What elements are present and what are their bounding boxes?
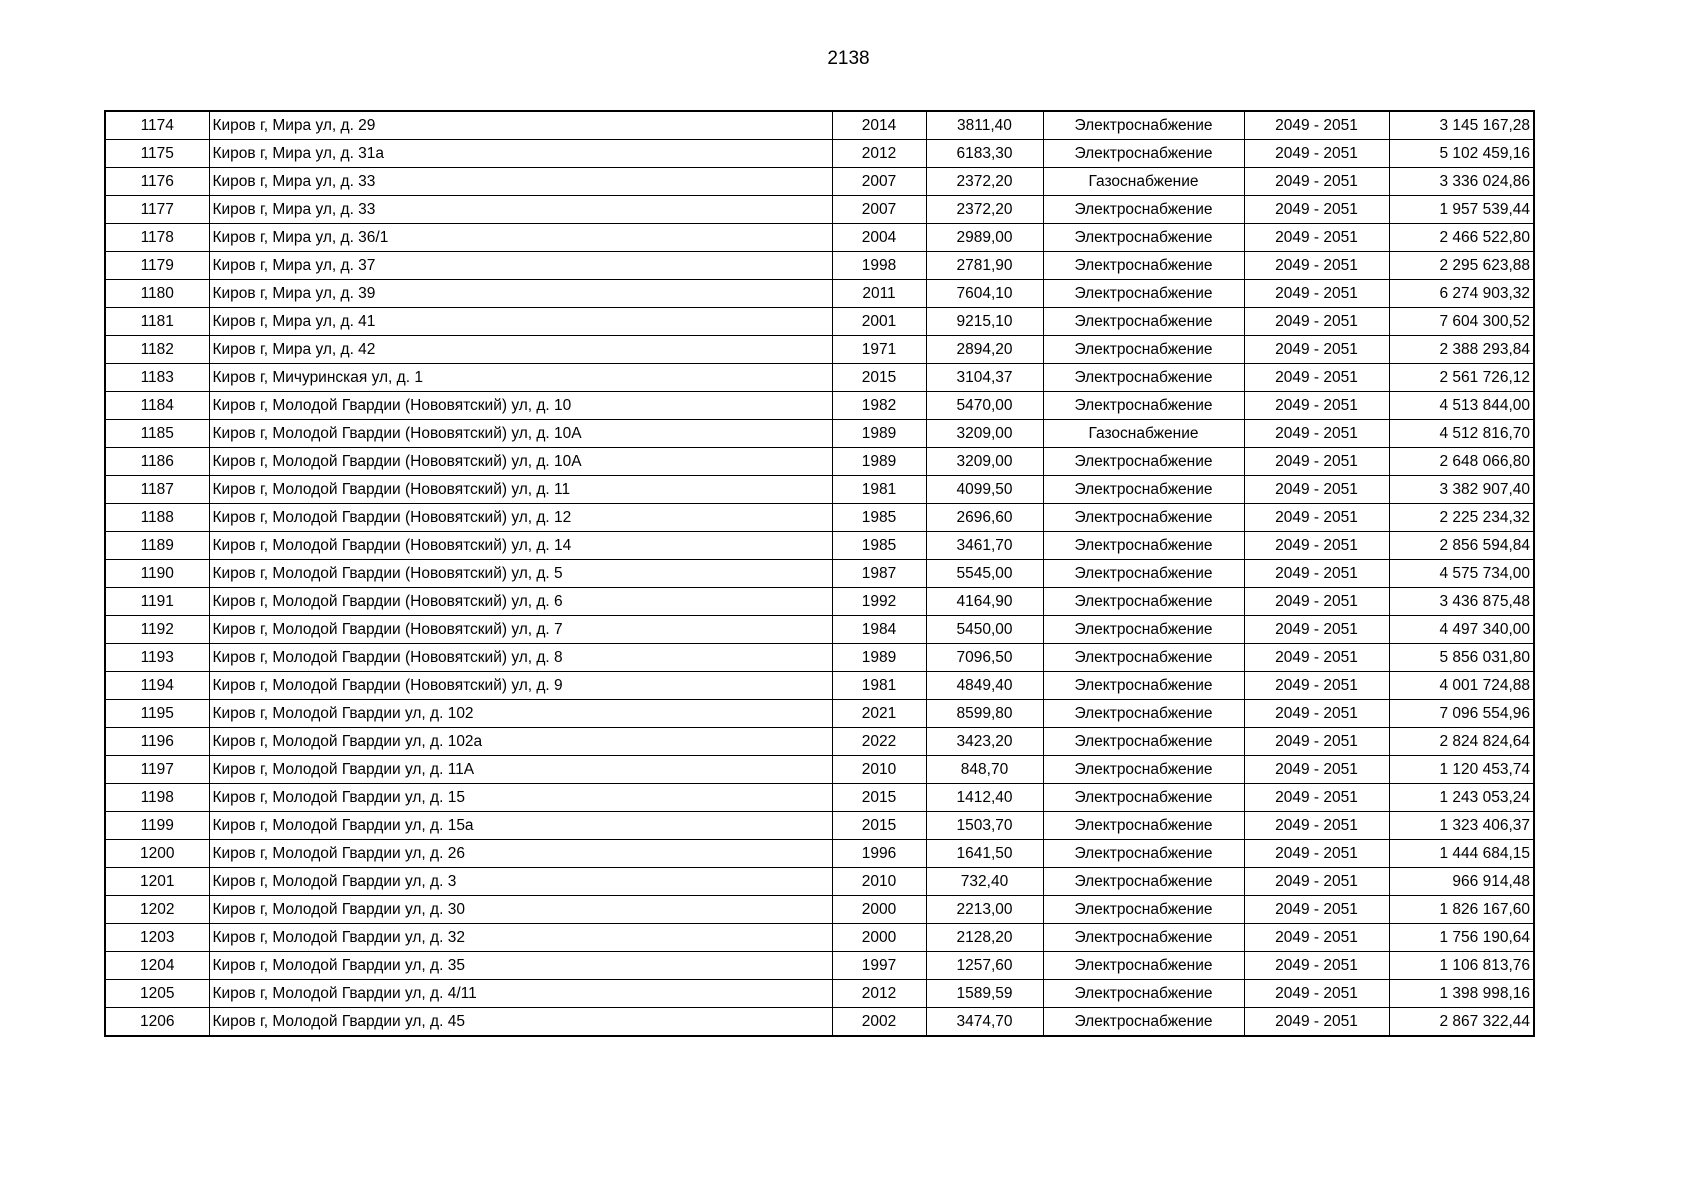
cost-cell: 7 604 300,52 <box>1389 308 1534 336</box>
period-cell: 2049 - 2051 <box>1244 980 1389 1008</box>
area-cell: 3811,40 <box>926 111 1043 140</box>
service-type-cell: Электроснабжение <box>1043 280 1244 308</box>
area-cell: 2128,20 <box>926 924 1043 952</box>
cost-cell: 1 243 053,24 <box>1389 784 1534 812</box>
period-cell: 2049 - 2051 <box>1244 896 1389 924</box>
period-cell: 2049 - 2051 <box>1244 812 1389 840</box>
row-number: 1205 <box>105 980 209 1008</box>
table-row <box>105 364 1534 392</box>
row-number: 1185 <box>105 420 209 448</box>
cost-cell: 2 824 824,64 <box>1389 728 1534 756</box>
page-number: 2138 <box>827 48 870 69</box>
row-number: 1181 <box>105 308 209 336</box>
cost-cell: 1 826 167,60 <box>1389 896 1534 924</box>
registry-table <box>104 110 1535 1037</box>
service-type-cell: Электроснабжение <box>1043 308 1244 336</box>
table-row <box>105 532 1534 560</box>
area-cell: 2213,00 <box>926 896 1043 924</box>
service-type-cell: Электроснабжение <box>1043 448 1244 476</box>
period-cell: 2049 - 2051 <box>1244 532 1389 560</box>
address-cell: Киров г, Молодой Гвардии (Нововятский) ул, д. 9 <box>209 672 832 700</box>
cost-cell: 3 382 907,40 <box>1389 476 1534 504</box>
service-type-cell: Электроснабжение <box>1043 560 1244 588</box>
address-cell: Киров г, Молодой Гвардии ул, д. 102 <box>209 700 832 728</box>
address-cell: Киров г, Мира ул, д. 29 <box>209 111 832 140</box>
year-cell: 2004 <box>832 224 926 252</box>
address-cell: Киров г, Молодой Гвардии ул, д. 45 <box>209 1008 832 1037</box>
table-row <box>105 672 1534 700</box>
row-number: 1198 <box>105 784 209 812</box>
service-type-cell: Электроснабжение <box>1043 392 1244 420</box>
address-cell: Киров г, Мира ул, д. 42 <box>209 336 832 364</box>
table-row <box>105 980 1534 1008</box>
period-cell: 2049 - 2051 <box>1244 700 1389 728</box>
cost-cell: 2 867 322,44 <box>1389 1008 1534 1037</box>
service-type-cell: Электроснабжение <box>1043 196 1244 224</box>
service-type-cell: Электроснабжение <box>1043 700 1244 728</box>
address-cell: Киров г, Молодой Гвардии ул, д. 32 <box>209 924 832 952</box>
table-row <box>105 812 1534 840</box>
period-cell: 2049 - 2051 <box>1244 476 1389 504</box>
row-number: 1199 <box>105 812 209 840</box>
area-cell: 3461,70 <box>926 532 1043 560</box>
address-cell: Киров г, Мира ул, д. 39 <box>209 280 832 308</box>
period-cell: 2049 - 2051 <box>1244 728 1389 756</box>
cost-cell: 2 561 726,12 <box>1389 364 1534 392</box>
address-cell: Киров г, Молодой Гвардии ул, д. 4/11 <box>209 980 832 1008</box>
area-cell: 1641,50 <box>926 840 1043 868</box>
table-row <box>105 168 1534 196</box>
table-row <box>105 308 1534 336</box>
row-number: 1189 <box>105 532 209 560</box>
period-cell: 2049 - 2051 <box>1244 196 1389 224</box>
table-row <box>105 560 1534 588</box>
address-cell: Киров г, Молодой Гвардии (Нововятский) ул, д. 5 <box>209 560 832 588</box>
cost-cell: 2 295 623,88 <box>1389 252 1534 280</box>
service-type-cell: Электроснабжение <box>1043 672 1244 700</box>
table-row <box>105 336 1534 364</box>
period-cell: 2049 - 2051 <box>1244 672 1389 700</box>
year-cell: 2015 <box>832 812 926 840</box>
table-row <box>105 840 1534 868</box>
address-cell: Киров г, Молодой Гвардии (Нововятский) ул, д. 10 <box>209 392 832 420</box>
year-cell: 1985 <box>832 504 926 532</box>
year-cell: 2002 <box>832 1008 926 1037</box>
cost-cell: 4 513 844,00 <box>1389 392 1534 420</box>
period-cell: 2049 - 2051 <box>1244 868 1389 896</box>
table-row <box>105 700 1534 728</box>
service-type-cell: Электроснабжение <box>1043 812 1244 840</box>
row-number: 1191 <box>105 588 209 616</box>
cost-cell: 2 225 234,32 <box>1389 504 1534 532</box>
area-cell: 9215,10 <box>926 308 1043 336</box>
year-cell: 1981 <box>832 672 926 700</box>
address-cell: Киров г, Мира ул, д. 33 <box>209 196 832 224</box>
area-cell: 8599,80 <box>926 700 1043 728</box>
row-number: 1197 <box>105 756 209 784</box>
row-number: 1206 <box>105 1008 209 1037</box>
area-cell: 3474,70 <box>926 1008 1043 1037</box>
row-number: 1179 <box>105 252 209 280</box>
year-cell: 2010 <box>832 756 926 784</box>
year-cell: 1997 <box>832 952 926 980</box>
cost-cell: 2 388 293,84 <box>1389 336 1534 364</box>
period-cell: 2049 - 2051 <box>1244 364 1389 392</box>
table-row <box>105 476 1534 504</box>
row-number: 1203 <box>105 924 209 952</box>
row-number: 1194 <box>105 672 209 700</box>
year-cell: 2011 <box>832 280 926 308</box>
service-type-cell: Газоснабжение <box>1043 168 1244 196</box>
address-cell: Киров г, Молодой Гвардии ул, д. 102а <box>209 728 832 756</box>
address-cell: Киров г, Молодой Гвардии (Нововятский) ул, д. 6 <box>209 588 832 616</box>
row-number: 1176 <box>105 168 209 196</box>
year-cell: 2007 <box>832 168 926 196</box>
period-cell: 2049 - 2051 <box>1244 616 1389 644</box>
area-cell: 848,70 <box>926 756 1043 784</box>
period-cell: 2049 - 2051 <box>1244 952 1389 980</box>
row-number: 1175 <box>105 140 209 168</box>
area-cell: 3104,37 <box>926 364 1043 392</box>
row-number: 1196 <box>105 728 209 756</box>
cost-cell: 4 497 340,00 <box>1389 616 1534 644</box>
row-number: 1177 <box>105 196 209 224</box>
service-type-cell: Электроснабжение <box>1043 364 1244 392</box>
year-cell: 2021 <box>832 700 926 728</box>
table-row <box>105 644 1534 672</box>
table-row <box>105 420 1534 448</box>
table-row <box>105 448 1534 476</box>
table-row <box>105 392 1534 420</box>
service-type-cell: Электроснабжение <box>1043 588 1244 616</box>
table-row <box>105 924 1534 952</box>
period-cell: 2049 - 2051 <box>1244 140 1389 168</box>
cost-cell: 966 914,48 <box>1389 868 1534 896</box>
cost-cell: 4 001 724,88 <box>1389 672 1534 700</box>
year-cell: 1971 <box>832 336 926 364</box>
period-cell: 2049 - 2051 <box>1244 280 1389 308</box>
row-number: 1178 <box>105 224 209 252</box>
year-cell: 1984 <box>832 616 926 644</box>
service-type-cell: Электроснабжение <box>1043 111 1244 140</box>
year-cell: 2012 <box>832 980 926 1008</box>
service-type-cell: Газоснабжение <box>1043 420 1244 448</box>
period-cell: 2049 - 2051 <box>1244 644 1389 672</box>
address-cell: Киров г, Молодой Гвардии ул, д. 11А <box>209 756 832 784</box>
year-cell: 2014 <box>832 111 926 140</box>
row-number: 1183 <box>105 364 209 392</box>
area-cell: 4099,50 <box>926 476 1043 504</box>
address-cell: Киров г, Мира ул, д. 36/1 <box>209 224 832 252</box>
year-cell: 2010 <box>832 868 926 896</box>
row-number: 1188 <box>105 504 209 532</box>
area-cell: 4849,40 <box>926 672 1043 700</box>
row-number: 1193 <box>105 644 209 672</box>
area-cell: 1412,40 <box>926 784 1043 812</box>
service-type-cell: Электроснабжение <box>1043 140 1244 168</box>
area-cell: 3209,00 <box>926 420 1043 448</box>
year-cell: 2015 <box>832 784 926 812</box>
year-cell: 2001 <box>832 308 926 336</box>
year-cell: 2007 <box>832 196 926 224</box>
service-type-cell: Электроснабжение <box>1043 644 1244 672</box>
address-cell: Киров г, Молодой Гвардии ул, д. 26 <box>209 840 832 868</box>
address-cell: Киров г, Мира ул, д. 41 <box>209 308 832 336</box>
period-cell: 2049 - 2051 <box>1244 504 1389 532</box>
year-cell: 1992 <box>832 588 926 616</box>
area-cell: 4164,90 <box>926 588 1043 616</box>
period-cell: 2049 - 2051 <box>1244 168 1389 196</box>
address-cell: Киров г, Молодой Гвардии (Нововятский) ул, д. 14 <box>209 532 832 560</box>
address-cell: Киров г, Молодой Гвардии ул, д. 35 <box>209 952 832 980</box>
table-row <box>105 280 1534 308</box>
area-cell: 1503,70 <box>926 812 1043 840</box>
cost-cell: 6 274 903,32 <box>1389 280 1534 308</box>
year-cell: 1981 <box>832 476 926 504</box>
service-type-cell: Электроснабжение <box>1043 980 1244 1008</box>
address-cell: Киров г, Молодой Гвардии (Нововятский) ул, д. 8 <box>209 644 832 672</box>
year-cell: 1989 <box>832 420 926 448</box>
cost-cell: 4 575 734,00 <box>1389 560 1534 588</box>
area-cell: 5470,00 <box>926 392 1043 420</box>
cost-cell: 5 856 031,80 <box>1389 644 1534 672</box>
area-cell: 2372,20 <box>926 168 1043 196</box>
period-cell: 2049 - 2051 <box>1244 392 1389 420</box>
row-number: 1180 <box>105 280 209 308</box>
service-type-cell: Электроснабжение <box>1043 504 1244 532</box>
service-type-cell: Электроснабжение <box>1043 924 1244 952</box>
period-cell: 2049 - 2051 <box>1244 840 1389 868</box>
area-cell: 7604,10 <box>926 280 1043 308</box>
service-type-cell: Электроснабжение <box>1043 532 1244 560</box>
service-type-cell: Электроснабжение <box>1043 336 1244 364</box>
cost-cell: 2 648 066,80 <box>1389 448 1534 476</box>
row-number: 1204 <box>105 952 209 980</box>
year-cell: 1982 <box>832 392 926 420</box>
address-cell: Киров г, Мичуринская ул, д. 1 <box>209 364 832 392</box>
table-row <box>105 952 1534 980</box>
table-row <box>105 756 1534 784</box>
address-cell: Киров г, Мира ул, д. 31а <box>209 140 832 168</box>
period-cell: 2049 - 2051 <box>1244 111 1389 140</box>
table-row <box>105 896 1534 924</box>
address-cell: Киров г, Молодой Гвардии ул, д. 3 <box>209 868 832 896</box>
period-cell: 2049 - 2051 <box>1244 224 1389 252</box>
row-number: 1202 <box>105 896 209 924</box>
year-cell: 1985 <box>832 532 926 560</box>
service-type-cell: Электроснабжение <box>1043 1008 1244 1037</box>
row-number: 1184 <box>105 392 209 420</box>
year-cell: 1987 <box>832 560 926 588</box>
period-cell: 2049 - 2051 <box>1244 252 1389 280</box>
address-cell: Киров г, Молодой Гвардии (Нововятский) ул, д. 10А <box>209 420 832 448</box>
registry-body <box>105 111 1534 1036</box>
row-number: 1192 <box>105 616 209 644</box>
area-cell: 5450,00 <box>926 616 1043 644</box>
service-type-cell: Электроснабжение <box>1043 952 1244 980</box>
row-number: 1200 <box>105 840 209 868</box>
cost-cell: 1 106 813,76 <box>1389 952 1534 980</box>
area-cell: 3423,20 <box>926 728 1043 756</box>
area-cell: 7096,50 <box>926 644 1043 672</box>
service-type-cell: Электроснабжение <box>1043 896 1244 924</box>
area-cell: 732,40 <box>926 868 1043 896</box>
period-cell: 2049 - 2051 <box>1244 560 1389 588</box>
table-row <box>105 588 1534 616</box>
address-cell: Киров г, Молодой Гвардии ул, д. 15а <box>209 812 832 840</box>
year-cell: 2000 <box>832 924 926 952</box>
row-number: 1174 <box>105 111 209 140</box>
row-number: 1190 <box>105 560 209 588</box>
table-row <box>105 784 1534 812</box>
year-cell: 1998 <box>832 252 926 280</box>
cost-cell: 1 398 998,16 <box>1389 980 1534 1008</box>
year-cell: 2000 <box>832 896 926 924</box>
address-cell: Киров г, Мира ул, д. 33 <box>209 168 832 196</box>
year-cell: 2015 <box>832 364 926 392</box>
period-cell: 2049 - 2051 <box>1244 336 1389 364</box>
period-cell: 2049 - 2051 <box>1244 924 1389 952</box>
table-row <box>105 224 1534 252</box>
period-cell: 2049 - 2051 <box>1244 784 1389 812</box>
table-row <box>105 868 1534 896</box>
year-cell: 1989 <box>832 644 926 672</box>
period-cell: 2049 - 2051 <box>1244 448 1389 476</box>
period-cell: 2049 - 2051 <box>1244 588 1389 616</box>
area-cell: 1257,60 <box>926 952 1043 980</box>
table-row <box>105 252 1534 280</box>
address-cell: Киров г, Мира ул, д. 37 <box>209 252 832 280</box>
service-type-cell: Электроснабжение <box>1043 476 1244 504</box>
row-number: 1201 <box>105 868 209 896</box>
area-cell: 2781,90 <box>926 252 1043 280</box>
row-number: 1187 <box>105 476 209 504</box>
row-number: 1195 <box>105 700 209 728</box>
year-cell: 2022 <box>832 728 926 756</box>
address-cell: Киров г, Молодой Гвардии (Нововятский) ул, д. 7 <box>209 616 832 644</box>
table-row <box>105 111 1534 140</box>
year-cell: 1989 <box>832 448 926 476</box>
service-type-cell: Электроснабжение <box>1043 616 1244 644</box>
area-cell: 2372,20 <box>926 196 1043 224</box>
cost-cell: 1 957 539,44 <box>1389 196 1534 224</box>
cost-cell: 1 444 684,15 <box>1389 840 1534 868</box>
row-number: 1186 <box>105 448 209 476</box>
cost-cell: 2 856 594,84 <box>1389 532 1534 560</box>
cost-cell: 3 145 167,28 <box>1389 111 1534 140</box>
table-row <box>105 1008 1534 1037</box>
period-cell: 2049 - 2051 <box>1244 308 1389 336</box>
year-cell: 1996 <box>832 840 926 868</box>
table-row <box>105 616 1534 644</box>
cost-cell: 1 756 190,64 <box>1389 924 1534 952</box>
table-row <box>105 728 1534 756</box>
cost-cell: 4 512 816,70 <box>1389 420 1534 448</box>
table-row <box>105 140 1534 168</box>
cost-cell: 2 466 522,80 <box>1389 224 1534 252</box>
service-type-cell: Электроснабжение <box>1043 756 1244 784</box>
service-type-cell: Электроснабжение <box>1043 868 1244 896</box>
period-cell: 2049 - 2051 <box>1244 756 1389 784</box>
table-row <box>105 196 1534 224</box>
period-cell: 2049 - 2051 <box>1244 420 1389 448</box>
period-cell: 2049 - 2051 <box>1244 1008 1389 1037</box>
address-cell: Киров г, Молодой Гвардии ул, д. 30 <box>209 896 832 924</box>
service-type-cell: Электроснабжение <box>1043 784 1244 812</box>
address-cell: Киров г, Молодой Гвардии (Нововятский) ул, д. 11 <box>209 476 832 504</box>
cost-cell: 1 120 453,74 <box>1389 756 1534 784</box>
table-row <box>105 504 1534 532</box>
year-cell: 2012 <box>832 140 926 168</box>
address-cell: Киров г, Молодой Гвардии (Нововятский) ул, д. 10А <box>209 448 832 476</box>
service-type-cell: Электроснабжение <box>1043 252 1244 280</box>
address-cell: Киров г, Молодой Гвардии (Нововятский) ул, д. 12 <box>209 504 832 532</box>
area-cell: 2696,60 <box>926 504 1043 532</box>
area-cell: 2894,20 <box>926 336 1043 364</box>
row-number: 1182 <box>105 336 209 364</box>
service-type-cell: Электроснабжение <box>1043 728 1244 756</box>
cost-cell: 7 096 554,96 <box>1389 700 1534 728</box>
area-cell: 2989,00 <box>926 224 1043 252</box>
address-cell: Киров г, Молодой Гвардии ул, д. 15 <box>209 784 832 812</box>
cost-cell: 1 323 406,37 <box>1389 812 1534 840</box>
area-cell: 1589,59 <box>926 980 1043 1008</box>
service-type-cell: Электроснабжение <box>1043 224 1244 252</box>
cost-cell: 3 436 875,48 <box>1389 588 1534 616</box>
area-cell: 3209,00 <box>926 448 1043 476</box>
area-cell: 6183,30 <box>926 140 1043 168</box>
cost-cell: 3 336 024,86 <box>1389 168 1534 196</box>
area-cell: 5545,00 <box>926 560 1043 588</box>
cost-cell: 5 102 459,16 <box>1389 140 1534 168</box>
service-type-cell: Электроснабжение <box>1043 840 1244 868</box>
